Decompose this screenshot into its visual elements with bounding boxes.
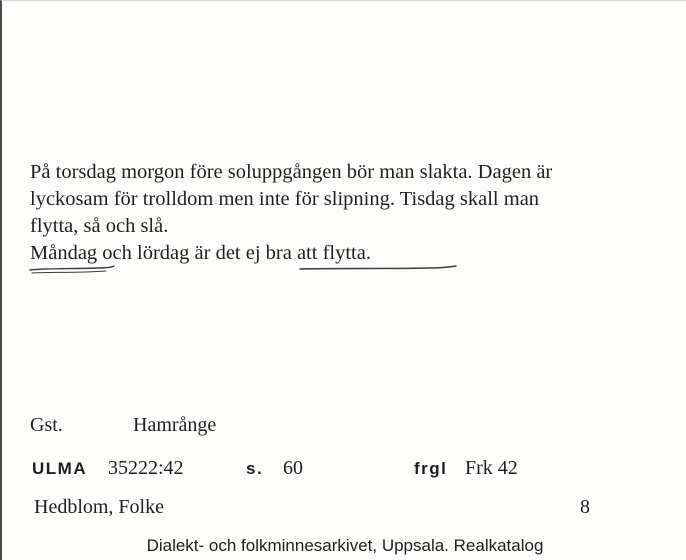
archive-number: 35222:42 <box>108 457 184 479</box>
questionnaire-label: frgl <box>414 459 448 478</box>
questionnaire-value: Frk 42 <box>465 457 518 479</box>
record-text-line-2: lyckosam för trolldom men inte för slipning. Tisdag skall man <box>30 188 540 210</box>
record-text <box>30 159 670 267</box>
place-label: Gst. <box>30 414 63 436</box>
page-value: 60 <box>283 457 303 479</box>
archive-label: ULMA <box>32 459 88 478</box>
page-label: s. <box>246 459 264 478</box>
informant-name: Hedblom, Folke <box>34 496 164 518</box>
card-number: 8 <box>580 496 590 518</box>
archive-footer: Dialekt- och folkminnesarkivet, Uppsala. Realkatalog <box>146 536 544 555</box>
record-text-line-1: På torsdag morgon före soluppgången bör man slakta. Dagen är <box>30 161 553 183</box>
record-text-line-3: flytta, så och slå. <box>30 215 169 237</box>
record-text-line-4: Måndag och lördag är det ej bra att flytta. <box>30 242 371 264</box>
place-value: Hamrånge <box>133 414 217 436</box>
